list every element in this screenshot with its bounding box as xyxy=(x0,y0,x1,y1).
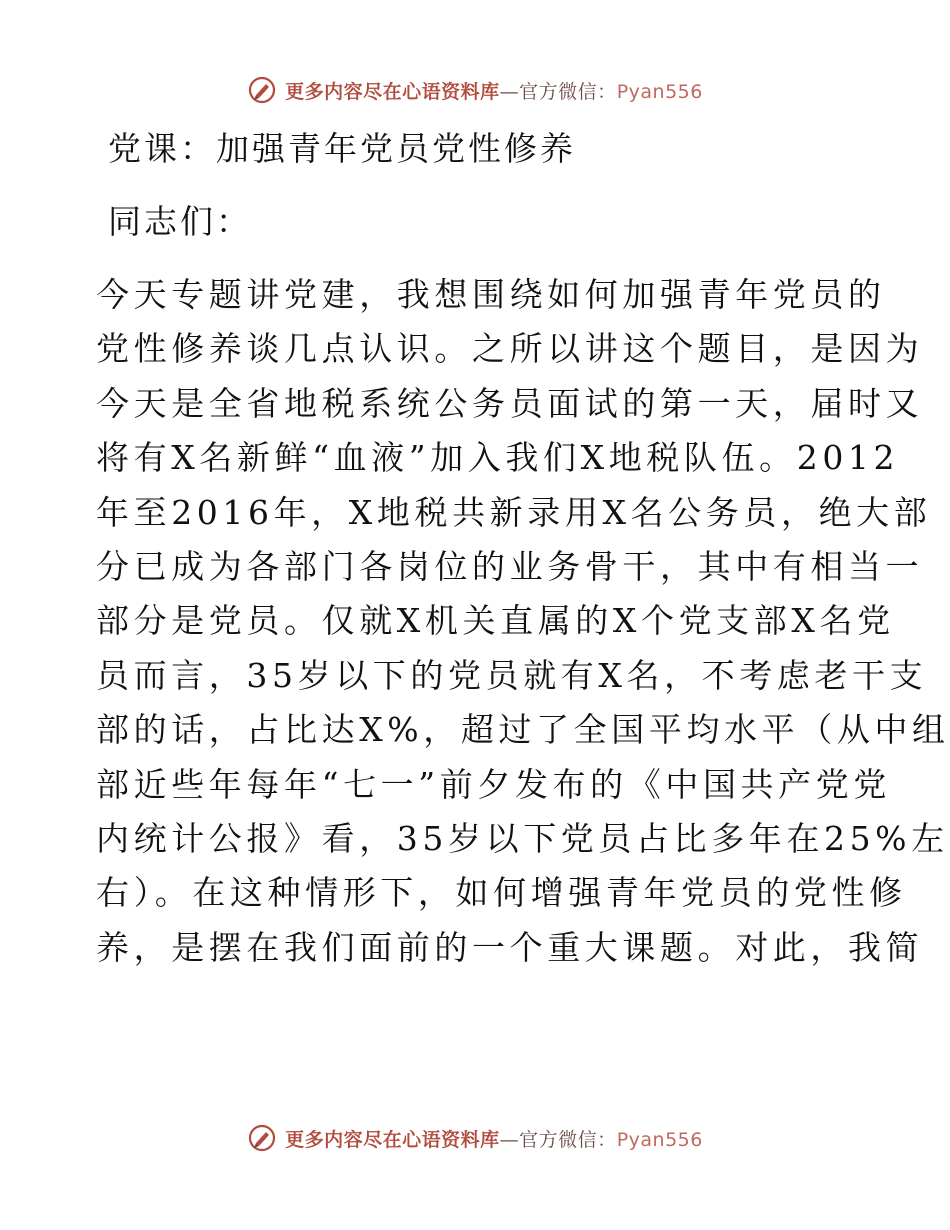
body-line: 内统计公报》看，35岁以下党员占比多年在25%左 xyxy=(96,818,949,858)
header-site-text: 更多内容尽在心语资料库 xyxy=(285,80,500,103)
body-line: 年至2016年，X地税共新录用X名公务员，绝大部 xyxy=(96,492,932,532)
header-wechat-label: 官方微信： xyxy=(519,80,617,103)
body-line: 党性修养谈几点认识。之所以讲这个题目，是因为 xyxy=(96,329,924,369)
footer-dash: — xyxy=(499,1128,520,1151)
body-line: 部分是党员。仅就X机关直属的X个党支部X名党 xyxy=(96,601,895,641)
document-body xyxy=(96,268,950,975)
footer-site-text: 更多内容尽在心语资料库 xyxy=(285,1128,500,1151)
body-line: 今天专题讲党建，我想围绕如何加强青年党员的 xyxy=(96,275,886,314)
body-line: 分已成为各部门各岗位的业务骨干，其中有相当一 xyxy=(96,546,924,586)
body-line: 右）。在这种情形下，如何增强青年党员的党性修 xyxy=(96,873,907,913)
footer-wechat-id: Pyan556 xyxy=(616,1128,703,1151)
pen-logo-icon xyxy=(247,75,277,105)
header-banner-text xyxy=(285,77,703,104)
body-line: 今天是全省地税系统公务员面试的第一天，届时又 xyxy=(96,383,924,423)
body-line: 部近些年每年“七一”前夕发布的《中国共产党党 xyxy=(96,764,891,804)
document-title: 党课：加强青年党员党性修养 xyxy=(108,129,576,168)
footer-wechat-label: 官方微信： xyxy=(519,1128,617,1151)
body-line: 养，是摆在我们面前的一个重大课题。对此，我简 xyxy=(96,927,924,967)
header-banner xyxy=(0,70,950,110)
footer-banner xyxy=(0,1118,950,1158)
footer-banner-text xyxy=(285,1125,703,1152)
document-greeting: 同志们： xyxy=(108,202,252,241)
pen-logo-icon xyxy=(247,1123,277,1153)
header-dash: — xyxy=(499,80,520,103)
header-wechat-id: Pyan556 xyxy=(616,80,703,103)
body-line: 部的话，占比达X%，超过了全国平均水平（从中组 xyxy=(96,710,950,750)
body-line: 将有X名新鲜“血液”加入我们X地税队伍。2012 xyxy=(96,438,900,478)
body-line: 员而言，35岁以下的党员就有X名，不考虑老干支 xyxy=(96,655,928,695)
